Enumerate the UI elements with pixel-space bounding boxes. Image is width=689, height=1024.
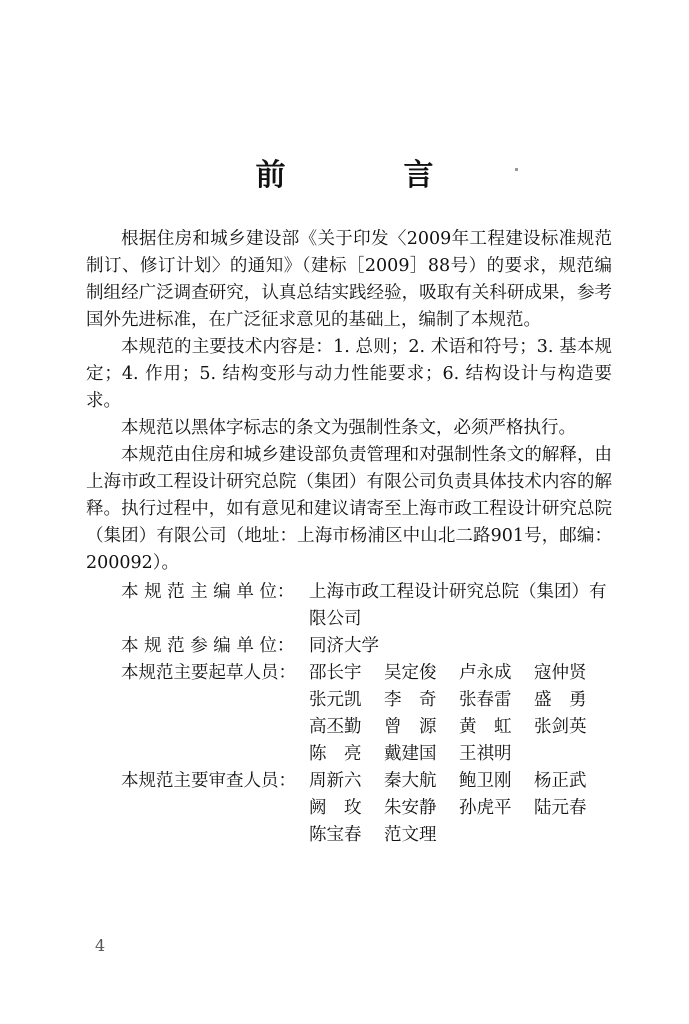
drafters-names [309,660,612,768]
paragraph-mandatory: 本规范以黑体字标志的条文为强制性条文，必须严格执行。 [121,418,576,438]
role-drafters [86,660,612,768]
person-name: 卢永成 [459,663,512,683]
person-name: 范文理 [384,825,437,845]
person-name: 孙虎平 [459,798,512,818]
page-title: 前 言 [255,158,478,193]
person-name: 张元凯 [309,690,362,710]
person-name: 阙 玫 [309,798,362,818]
roles-list [86,579,612,849]
person-name: 王祺明 [459,744,512,764]
role-label: 本规范主要起草人员： [121,663,296,683]
person-name: 张剑英 [534,717,587,737]
person-name: 杨正武 [534,771,587,791]
person-name: 高丕勤 [309,717,362,737]
person-name: 戴建国 [384,744,437,764]
paragraph-contents: 本规范的主要技术内容是：1. 总则；2. 术语和符号；3. 基本规定；4. 作用；5. 结构变形与动力性能要求；6. 结构设计与构造要求。 [86,337,612,411]
person-name: 鲍卫刚 [459,771,512,791]
role-label: 本 规 范 参 编 单 位： [121,636,295,656]
role-chief-editor [86,579,612,633]
person-name: 李 奇 [384,690,437,710]
person-name: 吴定俊 [384,663,437,683]
person-name: 张春雷 [459,690,512,710]
person-name: 秦大航 [384,771,437,791]
reviewers-names [309,768,612,849]
role-participant [86,633,612,660]
person-name: 盛 勇 [534,690,587,710]
role-reviewers [86,768,612,849]
role-label: 本规范主要审查人员： [121,771,296,791]
preface-body [86,226,612,849]
scan-mark [515,168,518,171]
role-value: 上海市政工程设计研究总院（集团）有限公司 [309,582,607,629]
person-name: 寇仲贤 [534,663,587,683]
paragraph-basis: 根据住房和城乡建设部《关于印发〈2009年工程建设标准规范制订、修订计划〉的通知》（建标［2009］88号）的要求，规范编制组经广泛调查研究，认真总结实践经验，吸取有关科研成果，参考国外先进标准，在广泛征求意见的基础上，编制了本规范。 [86,229,612,330]
person-name: 黄 虹 [459,717,512,737]
person-name: 陈宝春 [309,825,362,845]
person-name: 周新六 [309,771,362,791]
role-value: 同济大学 [309,636,379,656]
person-name: 陆元春 [534,798,587,818]
person-name: 朱安静 [384,798,437,818]
page-number: 4 [95,936,106,955]
paragraph-management: 本规范由住房和城乡建设部负责管理和对强制性条文的解释，由上海市政工程设计研究总院（集团）有限公司负责具体技术内容的解释。执行过程中，如有意见和建议请寄至上海市政工程设计研究总院（集团）有限公司（地址：上海市杨浦区中山北二路901号，邮编：200092）。 [86,445,612,573]
person-name: 邵长宇 [309,663,362,683]
person-name: 曾 源 [384,717,437,737]
role-label: 本 规 范 主 编 单 位： [121,582,295,602]
person-name: 陈 亮 [309,744,362,764]
